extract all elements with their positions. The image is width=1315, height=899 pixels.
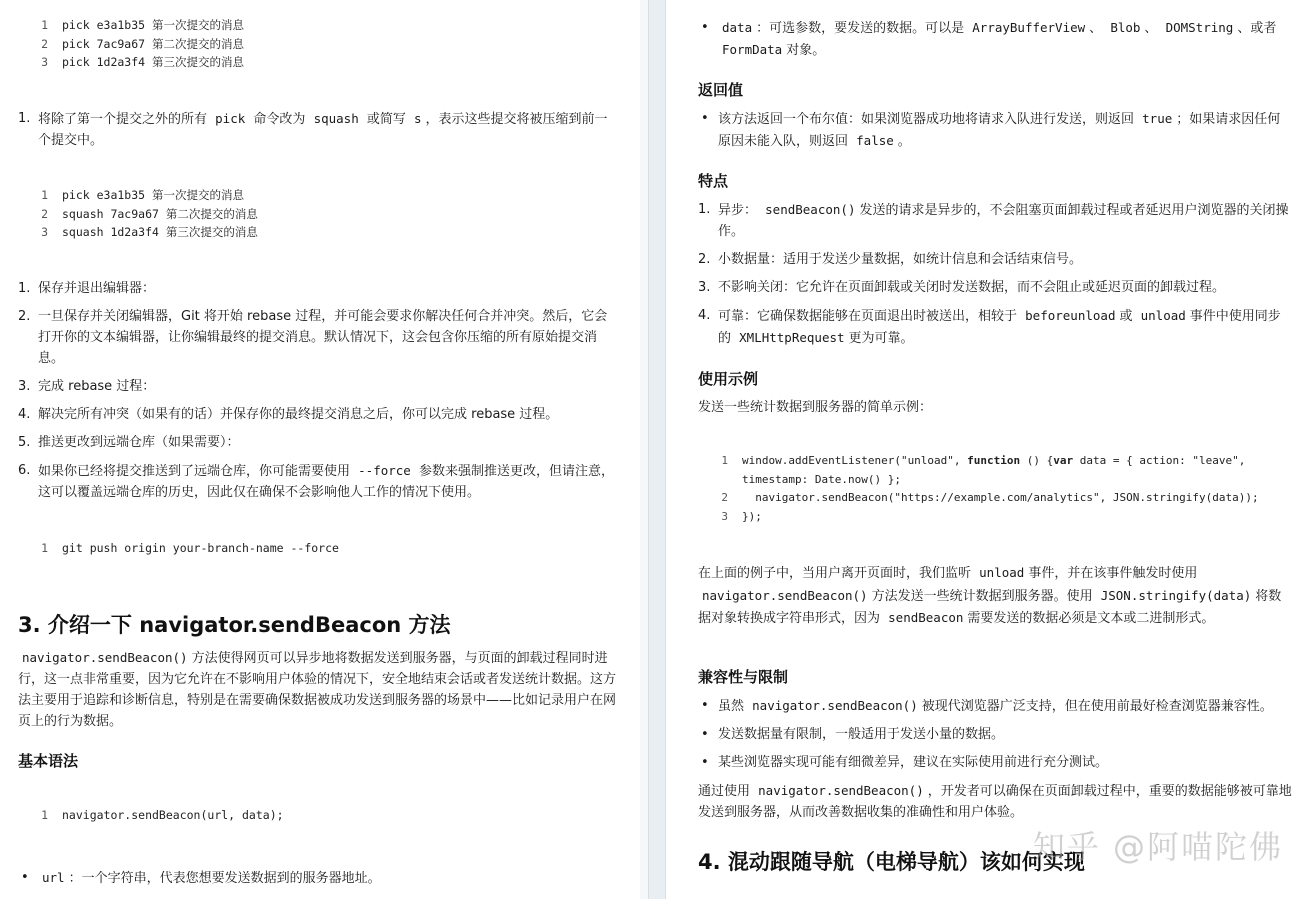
return-list [698, 108, 1293, 152]
code-block-push [18, 539, 622, 558]
list-item: • 发送数据量有限制，一般适用于发送小量的数据。 [701, 727, 1005, 742]
right-page [668, 0, 1315, 899]
left-page [0, 0, 640, 899]
code-line: 3 pick 1d2a3f4 第三次提交的消息 [41, 55, 245, 69]
code-line: 2 navigator.sendBeacon("https://example.com/analytics", JSON.stringify(data)); [721, 491, 1259, 504]
list-item: 3. 不影响关闭：它允许在页面卸载或关闭时发送数据，而不会阻止或延迟页面的卸载过程。 [698, 280, 1226, 295]
code-line: 3 }); [721, 509, 762, 523]
syntax-title: 基本语法 [18, 752, 79, 770]
code-block-syntax [18, 806, 622, 825]
compat-title: 兼容性与限制 [698, 668, 789, 686]
param-list [18, 867, 618, 889]
list-item: 1. 保存并退出编辑器： [18, 281, 156, 296]
step-list [18, 278, 618, 503]
code-line: 1 pick e3a1b35 第一次提交的消息 [41, 18, 245, 32]
return-title: 返回值 [698, 81, 744, 99]
list-item: • 某些浏览器实现可能有细微差异，建议在实际使用前进行充分测试。 [701, 755, 1109, 770]
list-item: 1. 将除了第一个提交之外的所有 pick 命令改为 squash 或简写 s ，表示这些提交将被压缩到前一个提交中。 [18, 111, 608, 148]
explain-paragraph: 在上面的例子中，当用户离开页面时，我们监听 unload 事件，并在该事件触发时使用 navigator.sendBeacon() 方法发送一些统计数据到服务器。使用 JSON.stringify(data) 将数据对象转换成字符串形式，因为 sendBeacon 需要发送的数据必须是文本或二进制形式。 [698, 565, 1282, 626]
code-line: 2 pick 7ac9a67 第二次提交的消息 [41, 36, 245, 51]
example-title: 使用示例 [698, 370, 759, 388]
scrollbar-gutter[interactable] [648, 0, 666, 899]
code-line: 1 navigator.sendBeacon(url, data); [41, 808, 284, 822]
list-item: 5. 推送更改到远端仓库（如果需要）： [18, 435, 240, 450]
compat-list [698, 695, 1293, 773]
example-intro: 发送一些统计数据到服务器的简单示例： [698, 400, 933, 415]
code-line: 2 squash 7ac9a67 第二次提交的消息 [41, 206, 258, 221]
column-separator [640, 0, 648, 899]
list-item: 2. 一旦保存并关闭编辑器，Git 将开始 rebase 过程，并可能会要求你解决任何合并冲突。然后，它会打开你的文本编辑器，让你编辑最终的提交消息。默认情况下，这会包含你压缩的所有原始提交消息。 [18, 309, 608, 366]
code-line: 3 squash 1d2a3f4 第三次提交的消息 [41, 225, 258, 239]
watermark: 知乎 @阿喵陀佛 [1032, 828, 1283, 866]
list-item: 6. 如果你已经将提交推送到了远端仓库，你可能需要使用 --force 参数来强制推送更改，但请注意，这可以覆盖远端仓库的历史，因此仅在确保不会影响他人工作的情况下使用。 [18, 463, 614, 500]
conclusion-paragraph: 通过使用 navigator.sendBeacon() ，开发者可以确保在页面卸载过程中，重要的数据能够被可靠地发送到服务器，从而改善数据收集的准确性和用户体验。 [698, 783, 1292, 820]
list-item: • data ：可选参数，要发送的数据。可以是 ArrayBufferView 、 Blob 、 DOMString 、或者 FormData 对象。 [701, 20, 1277, 58]
features-list [698, 199, 1293, 349]
list-item: 4. 可靠：它确保数据能够在页面退出时被送出，相较于 beforeunload 或 unload 事件中使用同步的 XMLHttpRequest 更为可靠。 [698, 308, 1281, 346]
list-item: 4. 解决完所有冲突（如果有的话）并保存你的最终提交消息之后，你可以完成 rebase 过程。 [18, 407, 559, 422]
list-item: 2. 小数据量：适用于发送少量数据，如统计信息和会话结束信号。 [698, 252, 1083, 267]
param-list-continued [698, 17, 1293, 61]
section-title-4: 4. 混动跟随导航（电梯导航）该如何实现 [698, 850, 1085, 874]
intro-paragraph: navigator.sendBeacon() 方法使得网页可以异步地将数据发送到服务器，与页面的卸载过程同时进行，这一点非常重要，因为它允许在不影响用户体验的情况下，安全地结束会话或者发送统计数据。这方法主要用于追踪和诊断信息，特别是在需要确保数据被成功发送到服务器的场景中——比如记录用户在网页上的行为数据。 [18, 650, 617, 729]
list-item: • url ：一个字符串，代表您想要发送数据到的服务器地址。 [21, 870, 381, 886]
code-block-example [698, 452, 1297, 526]
code-block-rebase-todo [18, 16, 622, 72]
step-list-squash [18, 108, 618, 151]
list-item: • 该方法返回一个布尔值：如果浏览器成功地将请求入队进行发送，则返回 true ；如果请求因任何原因未能入队，则返回 false 。 [701, 111, 1281, 149]
list-item: 3. 完成 rebase 过程： [18, 379, 156, 394]
code-line: 1 pick e3a1b35 第一次提交的消息 [41, 188, 245, 202]
code-line: 1 window.addEventListener("unload", function () {var data = { action: "leave", [721, 454, 1246, 467]
features-title: 特点 [698, 172, 729, 190]
code-line: timestamp: Date.now() }; [742, 472, 901, 486]
section-title-3: 3. 介绍一下 navigator.sendBeacon 方法 [18, 613, 451, 637]
code-line: 1 git push origin your-branch-name --force [41, 541, 339, 555]
list-item: 1. 异步： sendBeacon() 发送的请求是异步的，不会阻塞页面卸载过程或者延迟用户浏览器的关闭操作。 [698, 202, 1289, 239]
code-block-squash [18, 186, 622, 242]
list-item: • 虽然 navigator.sendBeacon() 被现代浏览器广泛支持，但在使用前最好检查浏览器兼容性。 [701, 698, 1273, 714]
